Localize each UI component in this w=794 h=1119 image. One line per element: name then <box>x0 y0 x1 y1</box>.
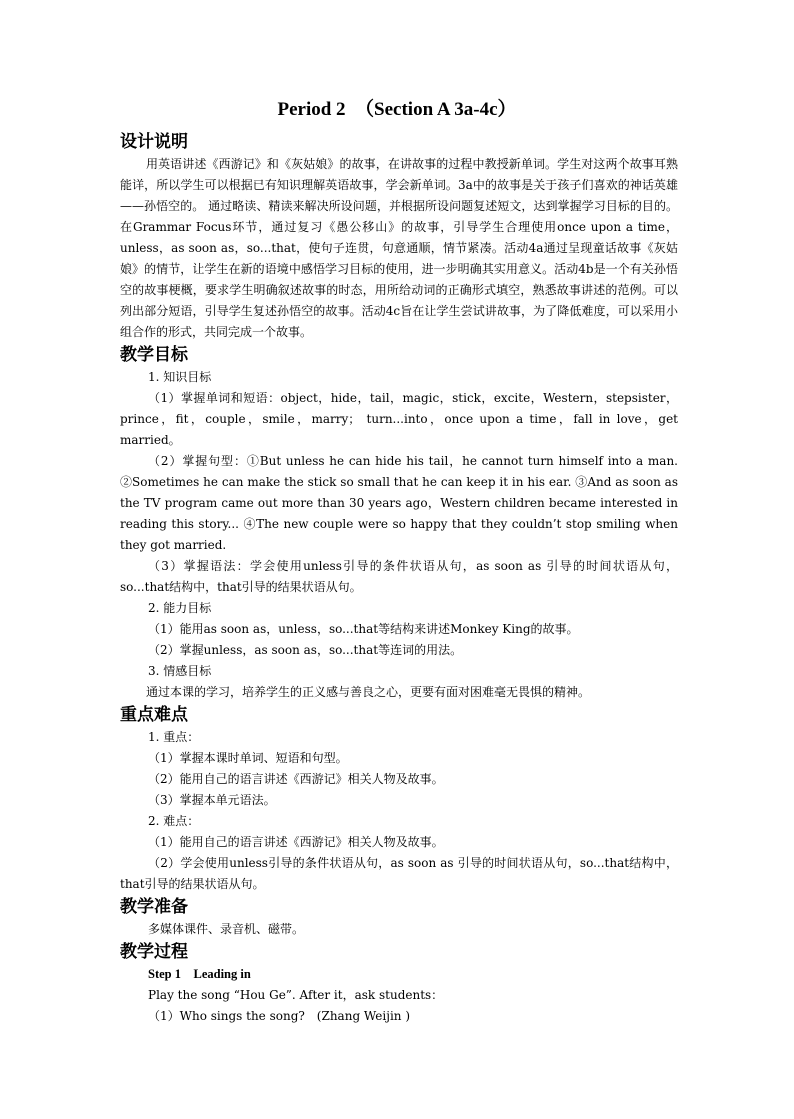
preparation-text: 多媒体课件、录音机、磁带。 <box>148 922 305 936</box>
emotion-goal-text: 通过本课的学习，培养学生的正义感与善良之心，更要有面对困难毫无畏惧的精神。 <box>146 685 591 699</box>
focus-item-3: （3）掌握本单元语法。 <box>148 793 276 807</box>
heading-preparation: 教学准备 <box>120 897 188 917</box>
document-body <box>120 130 678 1027</box>
focus-item-1: （1）掌握本课时单词、短语和句型。 <box>148 751 348 765</box>
difficulty-item-1: （1）能用自己的语言讲述《西游记》相关人物及故事。 <box>148 835 444 849</box>
emotion-goal-title: 3. 情感目标 <box>148 664 212 678</box>
heading-process: 教学过程 <box>120 942 188 962</box>
knowledge-goal-words: （1）掌握单词和短语：object，hide，tail，magic，stick，excite，Western，stepsister，prince，fit，couple，smile，marry； turn...into，once upon a time，fall in love，get married。 <box>120 391 678 447</box>
ability-goal-2: （2）掌握unless，as soon as，so...that等连词的用法。 <box>148 643 463 657</box>
ability-goal-title: 2. 能力目标 <box>148 601 212 615</box>
knowledge-goal-grammar: （3）掌握语法：学会使用unless引导的条件状语从句，as soon as 引导的时间状语从句，so...that结构中，that引导的结果状语从句。 <box>120 559 678 594</box>
difficulty-item-2: （2）学会使用unless引导的条件状语从句，as soon as 引导的时间状语从句，so...that结构中，that引导的结果状语从句。 <box>120 856 678 891</box>
step-1-line-1: Play the song “Hou Ge”. After it，ask students： <box>148 988 444 1002</box>
heading-goals: 教学目标 <box>120 345 188 365</box>
focus-title: 1. 重点： <box>148 730 200 744</box>
step-1-title: Step 1 Leading in <box>148 967 251 981</box>
heading-key-points: 重点难点 <box>120 705 188 725</box>
difficulty-title: 2. 难点： <box>148 814 200 828</box>
step-1-line-2: （1）Who sings the song? (Zhang Weijin ) <box>148 1009 411 1023</box>
knowledge-goal-title: 1. 知识目标 <box>148 370 212 384</box>
design-paragraph: 用英语讲述《西游记》和《灰姑娘》的故事，在讲故事的过程中教授新单词。学生对这两个故事耳熟能详，所以学生可以根据已有知识理解英语故事，学会新单词。3a中的故事是关于孩子们喜欢的神话英雄——孙悟空的。 通过略读、精读来解决所设问题，并根据所设问题复述短文，达到掌握学习目标的目的。在Grammar Focus环节，通过复习《愚公移山》的故事，引导学生合理使用once upon a time，unless，as soon as，so...that，使句子连贯，句意通顺，情节紧凑。活动4a通过呈现童话故事《灰姑娘》的情节，让学生在新的语境中感悟学习目标的使用，进一步明确其实用意义。活动4b是一个有关孙悟空的故事梗概，要求学生明确叙述故事的时态，用所给动词的正确形式填空，熟悉故事讲述的范例。可以列出部分短语，引导学生复述孙悟空的故事。活动4c旨在让学生尝试讲故事，为了降低难度，可以采用小组合作的形式，共同完成一个故事。 <box>120 157 678 339</box>
heading-design: 设计说明 <box>120 132 188 152</box>
ability-goal-1: （1）能用as soon as，unless，so...that等结构来讲述Monkey King的故事。 <box>148 622 579 636</box>
page-title: Period 2 （Section A 3a-4c） <box>277 99 517 120</box>
focus-item-2: （2）能用自己的语言讲述《西游记》相关人物及故事。 <box>148 772 444 786</box>
knowledge-goal-sentences: （2）掌握句型：①But unless he can hide his tail，he cannot turn himself into a man. ②Sometimes he can make the stick so small that he can keep it in his ear. ③And as soon as the TV program came out more than 30 years ago，Western children became interested in reading this story... ④The new couple were so happy that they couldn’t stop smiling when they got married. <box>120 454 678 552</box>
